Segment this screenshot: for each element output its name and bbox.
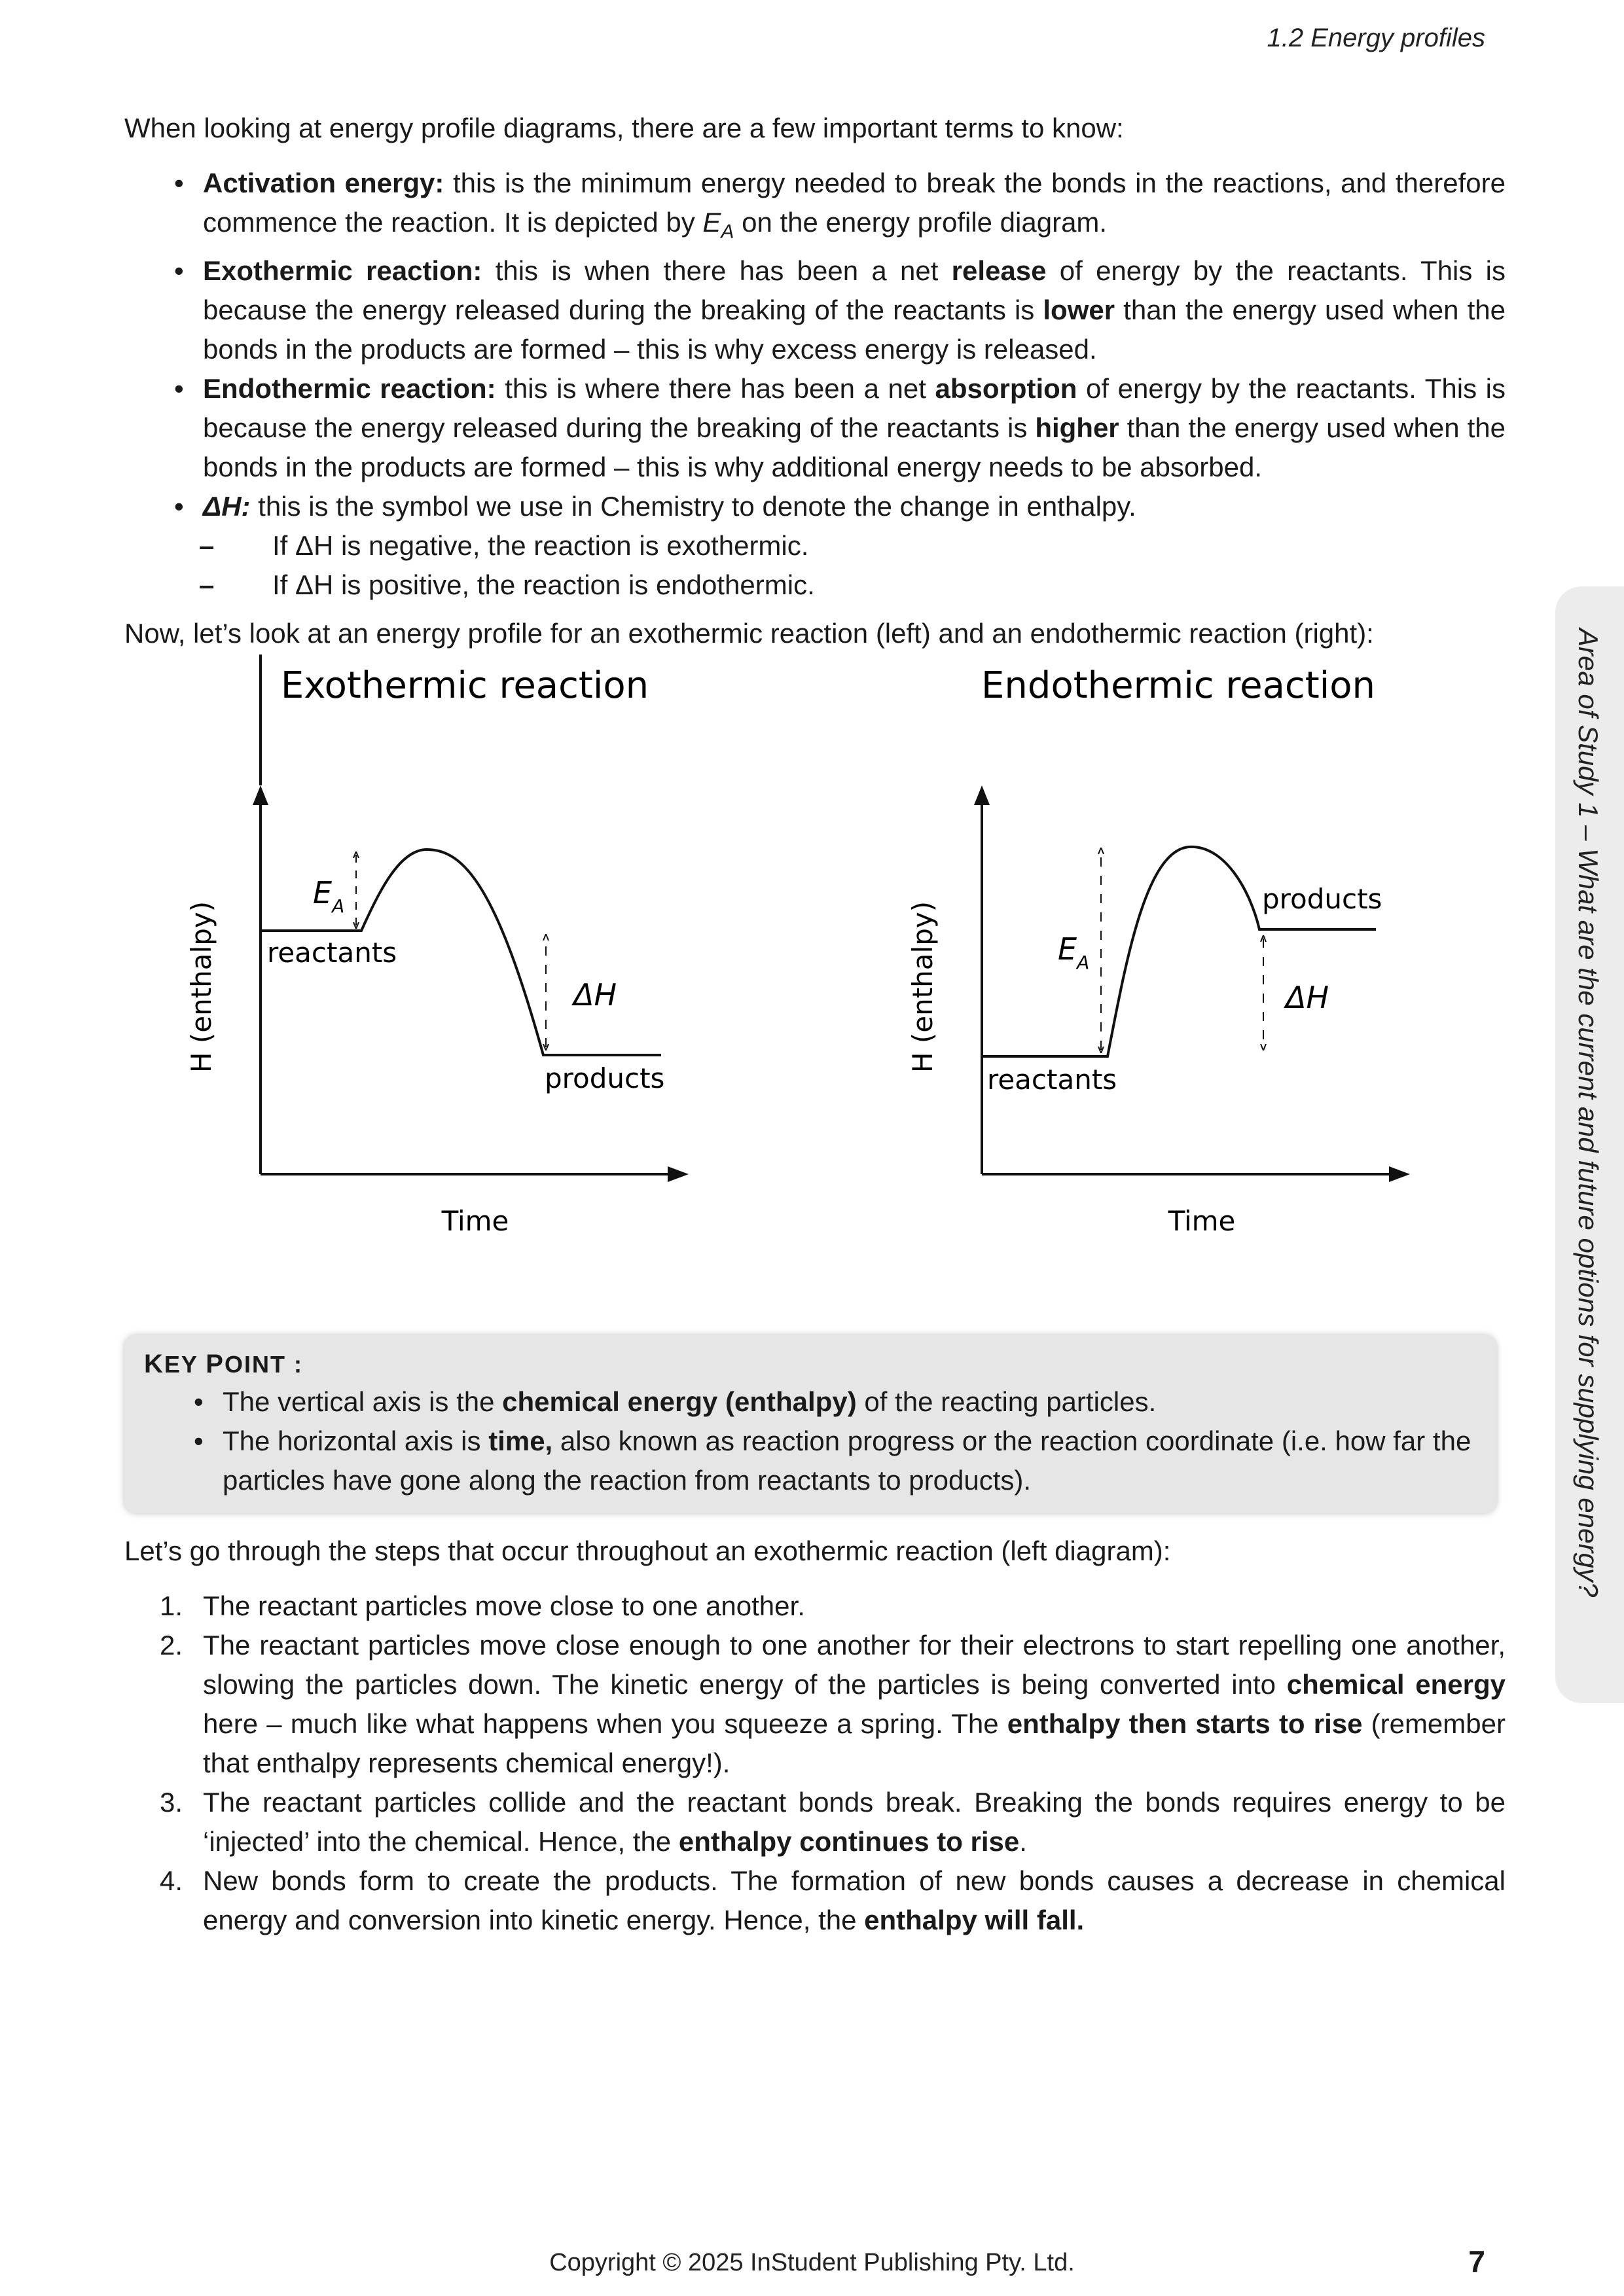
x-axis-arrow xyxy=(668,1166,689,1182)
key-point-vertical-axis: • The vertical axis is the chemical energy (enthalpy) of the reacting particles. xyxy=(194,1386,1157,1417)
intro-paragraph: When looking at energy profile diagrams, there are a few important terms to know: xyxy=(124,113,1124,143)
key-point-horizontal-axis: • The horizontal axis is time, also known as reaction progress or the reaction coordinate (i.e. how far the particles have gone along the reaction from reactants to products). xyxy=(194,1426,1471,1496)
diagrams-intro: Now, let’s look at an energy profile for an exothermic reaction (left) and an endothermic reaction (right): xyxy=(124,618,1374,649)
exothermic-reactants-label: reactants xyxy=(267,937,397,969)
exothermic-ylabel: H (enthalpy) xyxy=(185,901,217,1073)
side-tab-label: Area of Study 1 – What are the current and future options for supplying energy? xyxy=(1573,628,1604,1598)
endothermic-ea-label: $E_A$ xyxy=(1058,931,1090,973)
delta-positive: – If ΔH is positive, the reaction is endothermic. xyxy=(199,569,815,601)
page-number: 7 xyxy=(1468,2244,1485,2278)
endothermic-reactants-label: reactants xyxy=(987,1064,1117,1096)
key-point-list xyxy=(144,1382,1479,1500)
term-endothermic: • Endothermic reaction: this is where there has been a net absorption of energy by the reactants. This is because the energy released during the breaking of the reactants is higher than the energy used when the bonds in the products are formed – this is why additional energy needs to be absorbed. xyxy=(174,373,1506,483)
term-delta-h: • ΔH: this is the symbol we use in Chemistry to denote the change in enthalpy. – If ΔH is negative, the reaction is exothermic. – If ΔH is positive, the reaction is endothermic. xyxy=(124,487,1506,605)
endothermic-dh-label: ΔH xyxy=(1286,980,1329,1015)
exothermic-ea-label: $E_A$ xyxy=(313,875,345,917)
step-1: 1. The reactant particles move close to one another. xyxy=(160,1590,805,1621)
endothermic-xlabel: Time xyxy=(1168,1205,1236,1237)
endothermic-title: Endothermic reaction xyxy=(981,664,1375,707)
term-exothermic: • Exothermic reaction: this is when there has been a net release of energy by the reactants. This is because the energy released during the breaking of the reactants is lower than the energy used when the bonds in the products are formed – this is why excess energy is released. xyxy=(174,255,1506,365)
step-3: 3. The reactant particles collide and the reactant bonds break. Breaking the bonds requires energy to be ‘injected’ into the chemical. Hence, the enthalpy continues to rise. xyxy=(160,1787,1506,1857)
x-axis-arrow xyxy=(1389,1166,1410,1182)
exothermic-dh-label: ΔH xyxy=(573,977,617,1013)
key-point-title: KEY POINT : xyxy=(144,1350,303,1378)
footer-copyright: Copyright © 2025 InStudent Publishing Pty. Ltd. xyxy=(549,2249,1075,2276)
key-point-box xyxy=(124,1335,1496,1513)
delta-negative: – If ΔH is negative, the reaction is exothermic. xyxy=(199,530,809,562)
exothermic-products-label: products xyxy=(545,1062,665,1094)
term-activation-energy: • Activation energy: this is the minimum energy needed to break the bonds in the reactions, and therefore commence the reaction. It is depicted by $E_A$ on the energy profile diagram. xyxy=(174,168,1506,243)
endothermic-diagram xyxy=(877,655,1453,1244)
endothermic-ylabel: H (enthalpy) xyxy=(907,901,939,1073)
steps-intro: Let’s go through the steps that occur throughout an exothermic reaction (left diagram): xyxy=(124,1535,1171,1566)
steps-list xyxy=(124,1587,1506,1940)
exothermic-xlabel: Time xyxy=(441,1205,509,1237)
exothermic-diagram xyxy=(157,655,733,1244)
y-axis-arrow xyxy=(253,785,268,805)
endothermic-products-label: products xyxy=(1262,883,1382,915)
exothermic-title: Exothermic reaction xyxy=(280,664,649,707)
y-axis-arrow xyxy=(974,785,990,805)
step-2: 2. The reactant particles move close enough to one another for their electrons to start repelling one another, slowing the particles down. The kinetic energy of the particles is being converted into chemical energy here – much like what happens when you squeeze a spring. The enthalpy then starts to rise (remember that enthalpy represents chemical energy!). xyxy=(160,1630,1506,1778)
section-header: 1.2 Energy profiles xyxy=(1267,24,1485,52)
terms-list xyxy=(124,164,1506,605)
step-4: 4. New bonds form to create the products. The formation of new bonds causes a decrease in chemical energy and conversion into kinetic energy. Hence, the enthalpy will fall. xyxy=(160,1865,1506,1935)
endothermic-curve xyxy=(982,847,1376,1056)
